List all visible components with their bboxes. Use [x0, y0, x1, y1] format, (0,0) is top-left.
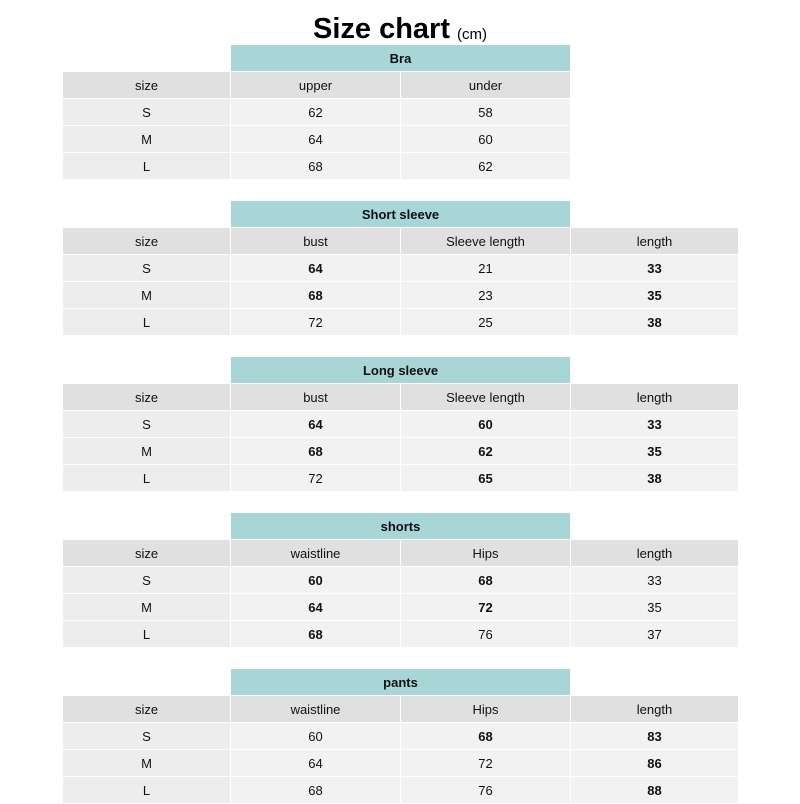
column-header: length [571, 696, 739, 723]
row-label: L [63, 621, 231, 648]
data-cell: 86 [571, 750, 739, 777]
table-gap [62, 648, 738, 668]
column-header: Sleeve length [401, 384, 571, 411]
data-cell: 58 [401, 99, 571, 126]
column-header: Hips [401, 696, 571, 723]
size-table-bra [62, 44, 739, 180]
table-row [63, 72, 739, 99]
table-row [63, 309, 739, 336]
data-cell: 68 [231, 621, 401, 648]
row-label: L [63, 465, 231, 492]
row-label: L [63, 309, 231, 336]
data-cell: 21 [401, 255, 571, 282]
row-label: M [63, 594, 231, 621]
table-row [63, 513, 739, 540]
row-label: M [63, 126, 231, 153]
data-cell: 35 [571, 594, 739, 621]
spacer-cell [571, 669, 739, 696]
data-cell: 68 [231, 438, 401, 465]
table-row [63, 357, 739, 384]
spacer-cell [571, 126, 739, 153]
data-cell: 68 [231, 153, 401, 180]
column-header: size [63, 384, 231, 411]
column-header: length [571, 540, 739, 567]
table-row [63, 777, 739, 804]
data-cell: 65 [401, 465, 571, 492]
spacer-cell [571, 357, 739, 384]
data-cell: 68 [401, 723, 571, 750]
table-row [63, 594, 739, 621]
category-header: shorts [231, 513, 571, 540]
data-cell: 62 [401, 438, 571, 465]
title-text: Size chart [313, 13, 450, 45]
data-cell: 33 [571, 567, 739, 594]
data-cell: 38 [571, 309, 739, 336]
row-label: S [63, 99, 231, 126]
data-cell: 37 [571, 621, 739, 648]
table-row [63, 669, 739, 696]
category-header: Short sleeve [231, 201, 571, 228]
data-cell: 72 [231, 309, 401, 336]
table-row [63, 201, 739, 228]
column-header: waistline [231, 540, 401, 567]
spacer-cell [571, 45, 739, 72]
spacer-cell [63, 669, 231, 696]
title-unit: (cm) [457, 26, 487, 43]
spacer-cell [571, 513, 739, 540]
data-cell: 38 [571, 465, 739, 492]
data-cell: 68 [231, 282, 401, 309]
table-row [63, 465, 739, 492]
row-label: M [63, 282, 231, 309]
data-cell: 35 [571, 282, 739, 309]
row-label: S [63, 567, 231, 594]
data-cell: 60 [401, 126, 571, 153]
data-cell: 64 [231, 411, 401, 438]
table-row [63, 621, 739, 648]
data-cell: 72 [401, 594, 571, 621]
data-cell: 62 [401, 153, 571, 180]
column-header: Hips [401, 540, 571, 567]
table-row [63, 696, 739, 723]
category-header: pants [231, 669, 571, 696]
category-header: Long sleeve [231, 357, 571, 384]
spacer-cell [571, 99, 739, 126]
column-header: size [63, 540, 231, 567]
table-row [63, 750, 739, 777]
data-cell: 88 [571, 777, 739, 804]
table-row [63, 255, 739, 282]
table-row [63, 438, 739, 465]
spacer-cell [63, 357, 231, 384]
table-row [63, 228, 739, 255]
data-cell: 64 [231, 255, 401, 282]
data-cell: 68 [231, 777, 401, 804]
data-cell: 76 [401, 777, 571, 804]
table-row [63, 384, 739, 411]
data-cell: 64 [231, 750, 401, 777]
data-cell: 60 [231, 723, 401, 750]
row-label: S [63, 723, 231, 750]
column-header: under [401, 72, 571, 99]
row-label: M [63, 750, 231, 777]
table-row [63, 153, 739, 180]
size-table-pants [62, 668, 739, 804]
table-row [63, 99, 739, 126]
column-header: Sleeve length [401, 228, 571, 255]
data-cell: 68 [401, 567, 571, 594]
data-cell: 64 [231, 594, 401, 621]
column-header: bust [231, 384, 401, 411]
spacer-cell [571, 201, 739, 228]
table-row [63, 411, 739, 438]
data-cell: 33 [571, 255, 739, 282]
row-label: S [63, 255, 231, 282]
column-header: size [63, 228, 231, 255]
data-cell: 33 [571, 411, 739, 438]
data-cell: 76 [401, 621, 571, 648]
size-table-shorts [62, 512, 739, 648]
table-gap [62, 180, 738, 200]
column-header: bust [231, 228, 401, 255]
table-row [63, 45, 739, 72]
column-header: length [571, 228, 739, 255]
row-label: L [63, 153, 231, 180]
data-cell: 60 [231, 567, 401, 594]
column-header: length [571, 384, 739, 411]
data-cell: 64 [231, 126, 401, 153]
row-label: M [63, 438, 231, 465]
table-row [63, 126, 739, 153]
column-header: size [63, 72, 231, 99]
tables-container [0, 44, 800, 804]
table-row [63, 723, 739, 750]
spacer-cell [63, 513, 231, 540]
data-cell: 35 [571, 438, 739, 465]
data-cell: 62 [231, 99, 401, 126]
row-label: S [63, 411, 231, 438]
table-row [63, 567, 739, 594]
page-title [0, 0, 800, 44]
table-row [63, 282, 739, 309]
data-cell: 72 [231, 465, 401, 492]
spacer-cell [571, 72, 739, 99]
table-gap [62, 492, 738, 512]
data-cell: 23 [401, 282, 571, 309]
spacer-cell [63, 45, 231, 72]
data-cell: 72 [401, 750, 571, 777]
size-table-short-sleeve [62, 200, 739, 336]
spacer-cell [571, 153, 739, 180]
data-cell: 83 [571, 723, 739, 750]
column-header: upper [231, 72, 401, 99]
column-header: size [63, 696, 231, 723]
size-table-long-sleeve [62, 356, 739, 492]
row-label: L [63, 777, 231, 804]
data-cell: 60 [401, 411, 571, 438]
table-row [63, 540, 739, 567]
column-header: waistline [231, 696, 401, 723]
data-cell: 25 [401, 309, 571, 336]
table-gap [62, 336, 738, 356]
spacer-cell [63, 201, 231, 228]
category-header: Bra [231, 45, 571, 72]
